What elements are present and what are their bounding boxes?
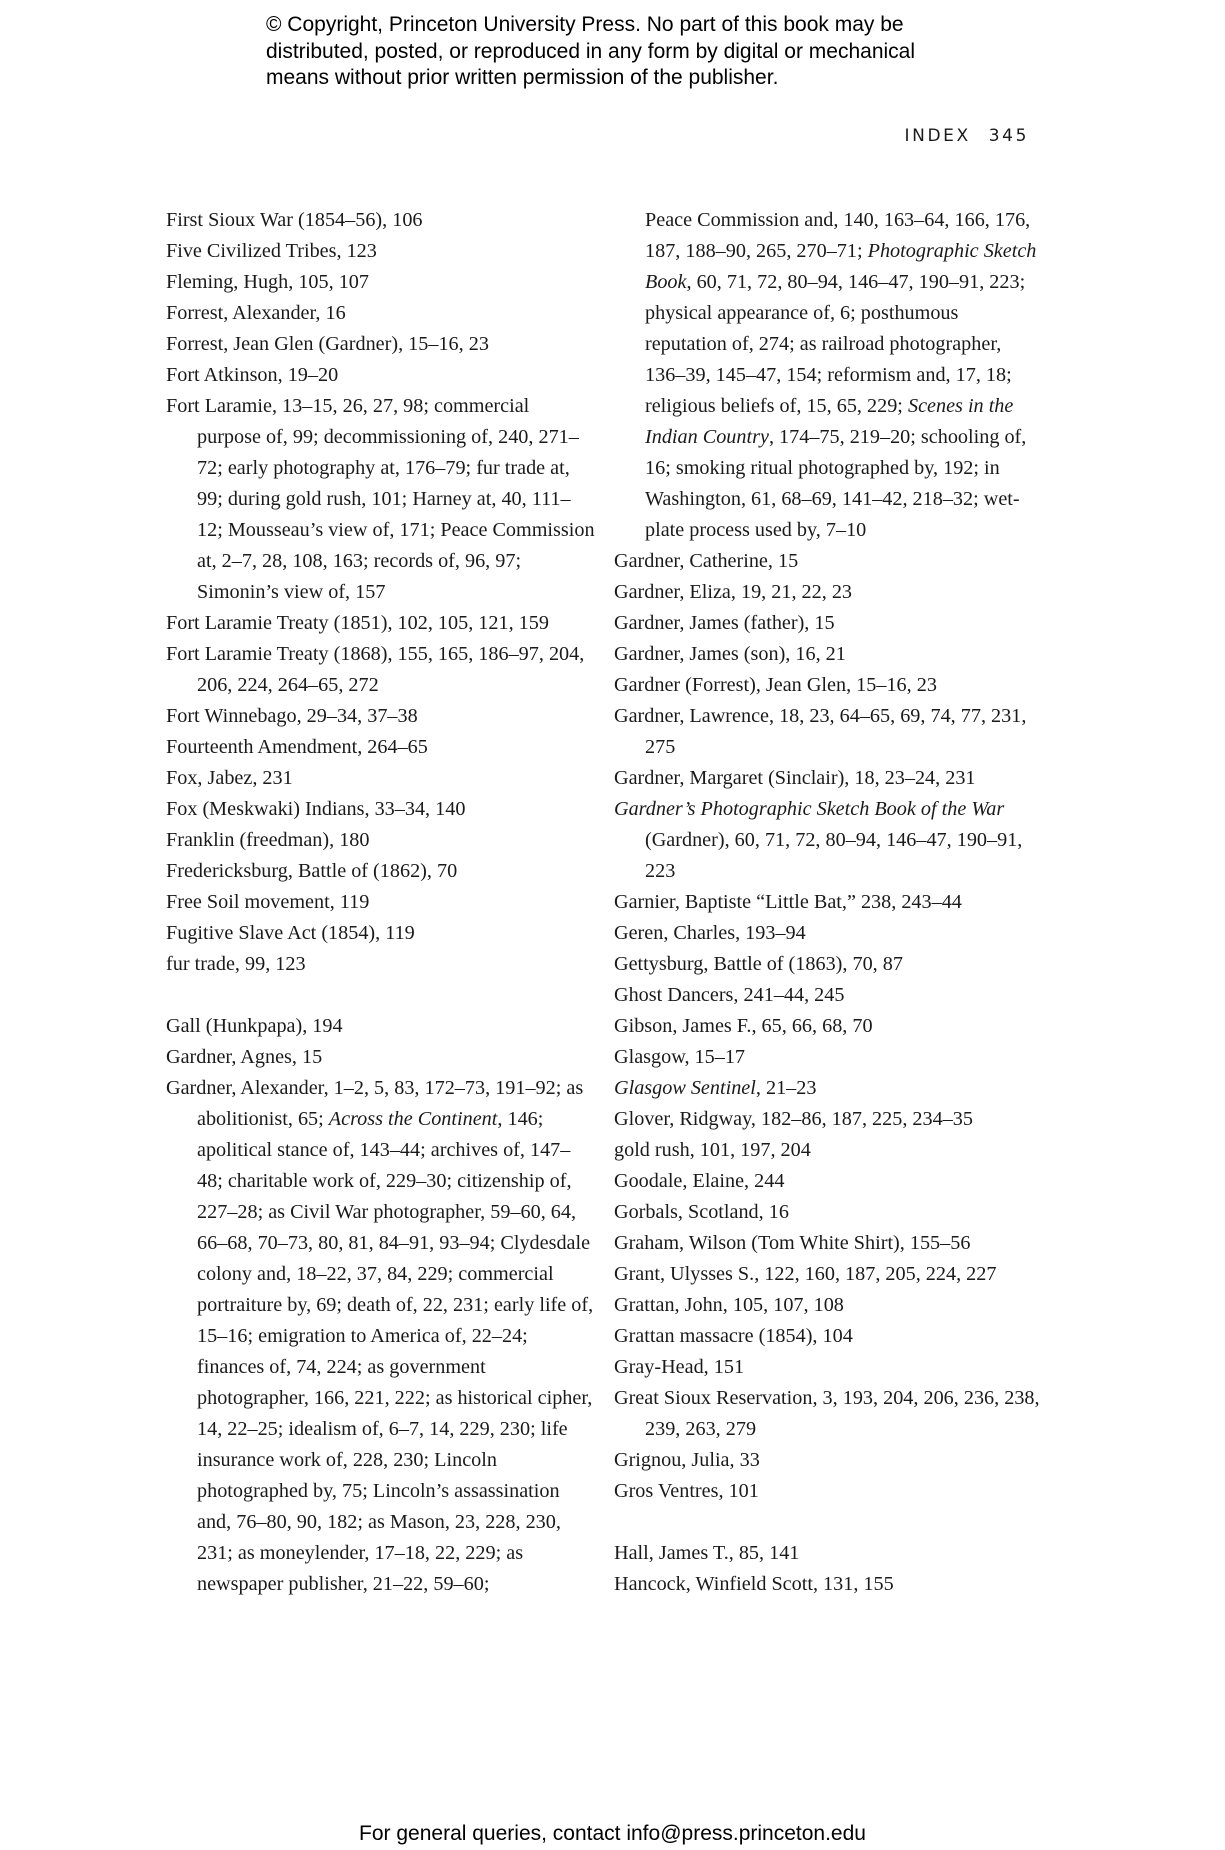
- index-entry: Geren, Charles, 193–94: [614, 922, 806, 944]
- index-entry: [614, 794, 1044, 887]
- index-entry: Graham, Wilson (Tom White Shirt), 155–56: [614, 1232, 971, 1254]
- page-number: 345: [988, 126, 1029, 146]
- index-entry: Fugitive Slave Act (1854), 119: [166, 922, 415, 944]
- index-entry: Fort Atkinson, 19–20: [166, 364, 339, 386]
- index-entry: Grattan massacre (1854), 104: [614, 1325, 853, 1347]
- index-entry: Fox (Meskwaki) Indians, 33–34, 140: [166, 798, 466, 820]
- index-entry: Gray-Head, 151: [614, 1356, 745, 1378]
- index-entry: Gardner (Forrest), Jean Glen, 15–16, 23: [614, 674, 937, 696]
- footer-contact: For general queries, contact info@press.princeton.edu: [359, 1822, 866, 1845]
- entry-text: , 21–23: [755, 1077, 817, 1099]
- index-entry: First Sioux War (1854–56), 106: [166, 209, 423, 231]
- index-entry: Gardner, Lawrence, 18, 23, 64–65, 69, 74, 77, 231, 275: [614, 705, 1027, 758]
- index-entry: Five Civilized Tribes, 123: [166, 240, 377, 262]
- index-entry: Gros Ventres, 101: [614, 1480, 759, 1502]
- entry-text: , 60, 71, 72, 80–94, 146–47, 190–91, 223; physical appearance of, 6; posthumous reputation of, 274; as railroad photographer, 136–39, 145–47, 154; reformism and, 17, 18; religious beliefs of, 15, 65, 229;: [645, 271, 1026, 417]
- index-entry: Fort Laramie Treaty (1851), 102, 105, 121, 159: [166, 612, 549, 634]
- index-entry: Fort Laramie Treaty (1868), 155, 165, 186–97, 204, 206, 224, 264–65, 272: [166, 643, 585, 696]
- entry-title-italic: Across the Continent: [328, 1108, 498, 1130]
- index-entry: Hall, James T., 85, 141: [614, 1542, 800, 1564]
- index-entry: Gorbals, Scotland, 16: [614, 1201, 789, 1223]
- index-entry: Fleming, Hugh, 105, 107: [166, 271, 369, 293]
- index-entry: Gardner, Catherine, 15: [614, 550, 799, 572]
- index-entry: Ghost Dancers, 241–44, 245: [614, 984, 845, 1006]
- index-entry: Gall (Hunkpapa), 194: [166, 1015, 343, 1037]
- entry-text: , 174–75, 219–20; schooling of, 16; smoking ritual photographed by, 192; in Washington, 61, 68–69, 141–42, 218–32; wet-plate process used by, 7–10: [645, 426, 1027, 541]
- letter-group-gap: [614, 1507, 1044, 1538]
- entry-text: Gardner, Alexander, 1–2, 5, 83, 172–73, 191–92; as abolitionist, 65;: [166, 1077, 584, 1130]
- index-entry: Free Soil movement, 119: [166, 891, 370, 913]
- index-entry: Hancock, Winfield Scott, 131, 155: [614, 1573, 894, 1595]
- entry-text: , 146; apolitical stance of, 143–44; archives of, 147–48; charitable work of, 229–30; citizenship of, 227–28; as Civil War photographer, 59–60, 64, 66–68, 70–73, 80, 81, 84–91, 93–94; Clydesdale colony and, 18–22, 37, 84, 229; commercial portraiture by, 69; death of, 22, 231; early life of, 15–16; emigration to America of, 22–24; finances of, 74, 224; as government photographer, 166, 221, 222; as historical cipher, 14, 22–25; idealism of, 6–7, 14, 229, 230; life insurance work of, 228, 230; Lincoln photographed by, 75; Lincoln’s assassination and, 76–80, 90, 182; as Mason, 23, 228, 230, 231; as moneylender, 17–18, 22, 229; as newspaper publisher, 21–22, 59–60;: [197, 1108, 594, 1595]
- index-entry: Fort Winnebago, 29–34, 37–38: [166, 705, 418, 727]
- index-entry: Gardner, Margaret (Sinclair), 18, 23–24, 231: [614, 767, 976, 789]
- index-entry: Fredericksburg, Battle of (1862), 70: [166, 860, 458, 882]
- entry-title-italic: Photographic Sketch Book: [645, 240, 1037, 293]
- index-entry: fur trade, 99, 123: [166, 953, 306, 975]
- index-entry: Forrest, Jean Glen (Gardner), 15–16, 23: [166, 333, 489, 355]
- index-entry: Grignou, Julia, 33: [614, 1449, 760, 1471]
- index-entry: Franklin (freedman), 180: [166, 829, 370, 851]
- index-entry: [166, 1073, 596, 1600]
- index-entry: Grant, Ulysses S., 122, 160, 187, 205, 224, 227: [614, 1263, 997, 1285]
- index-entry: Gibson, James F., 65, 66, 68, 70: [614, 1015, 873, 1037]
- letter-group-gap: [166, 980, 596, 1011]
- index-entry: Goodale, Elaine, 244: [614, 1170, 785, 1192]
- index-entry: Gardner, Eliza, 19, 21, 22, 23: [614, 581, 853, 603]
- entry-title-italic: Scenes in the Indian Country: [645, 395, 1014, 448]
- index-entry: Fort Laramie, 13–15, 26, 27, 98; commercial purpose of, 99; decommissioning of, 240, 271–72; early photography at, 176–79; fur trade at, 99; during gold rush, 101; Harney at, 40, 111–12; Mousseau’s view of, 171; Peace Commission at, 2–7, 28, 108, 163; records of, 96, 97; Simonin’s view of, 157: [166, 395, 595, 603]
- entry-title-italic: Glasgow Sentinel: [614, 1077, 756, 1099]
- running-head: [905, 126, 1029, 146]
- index-entry: Garnier, Baptiste “Little Bat,” 238, 243–44: [614, 891, 962, 913]
- index-entry: Glasgow, 15–17: [614, 1046, 746, 1068]
- index-entry: Forrest, Alexander, 16: [166, 302, 346, 324]
- index-entry: Great Sioux Reservation, 3, 193, 204, 206, 236, 238, 239, 263, 279: [614, 1387, 1040, 1440]
- index-entry: Gettysburg, Battle of (1863), 70, 87: [614, 953, 903, 975]
- index-entry-continuation: [614, 205, 1044, 546]
- index-entry: gold rush, 101, 197, 204: [614, 1139, 811, 1161]
- index-entry: Gardner, James (son), 16, 21: [614, 643, 846, 665]
- entry-text: Peace Commission and, 140, 163–64, 166, 176, 187, 188–90, 265, 270–71;: [645, 209, 1031, 262]
- index-column-right: [614, 205, 1044, 1600]
- copyright-notice: © Copyright, Princeton University Press. No part of this book may be distributed, posted, or reproduced in any form by digital or mechanical means without prior written permission of the publisher.: [266, 13, 916, 89]
- index-entry: Gardner, James (father), 15: [614, 612, 835, 634]
- index-entry: Grattan, John, 105, 107, 108: [614, 1294, 844, 1316]
- entry-text: (Gardner), 60, 71, 72, 80–94, 146–47, 190–91, 223: [645, 829, 1023, 882]
- index-entry: Fourteenth Amendment, 264–65: [166, 736, 428, 758]
- index-entry: [614, 1073, 1044, 1104]
- index-entry: Gardner, Agnes, 15: [166, 1046, 323, 1068]
- index-entry: Glover, Ridgway, 182–86, 187, 225, 234–35: [614, 1108, 973, 1130]
- entry-title-italic: Gardner’s Photographic Sketch Book of the War: [614, 798, 1005, 820]
- index-entry: Fox, Jabez, 231: [166, 767, 293, 789]
- running-head-section: INDEX: [904, 126, 971, 146]
- index-column-left: [166, 205, 596, 1600]
